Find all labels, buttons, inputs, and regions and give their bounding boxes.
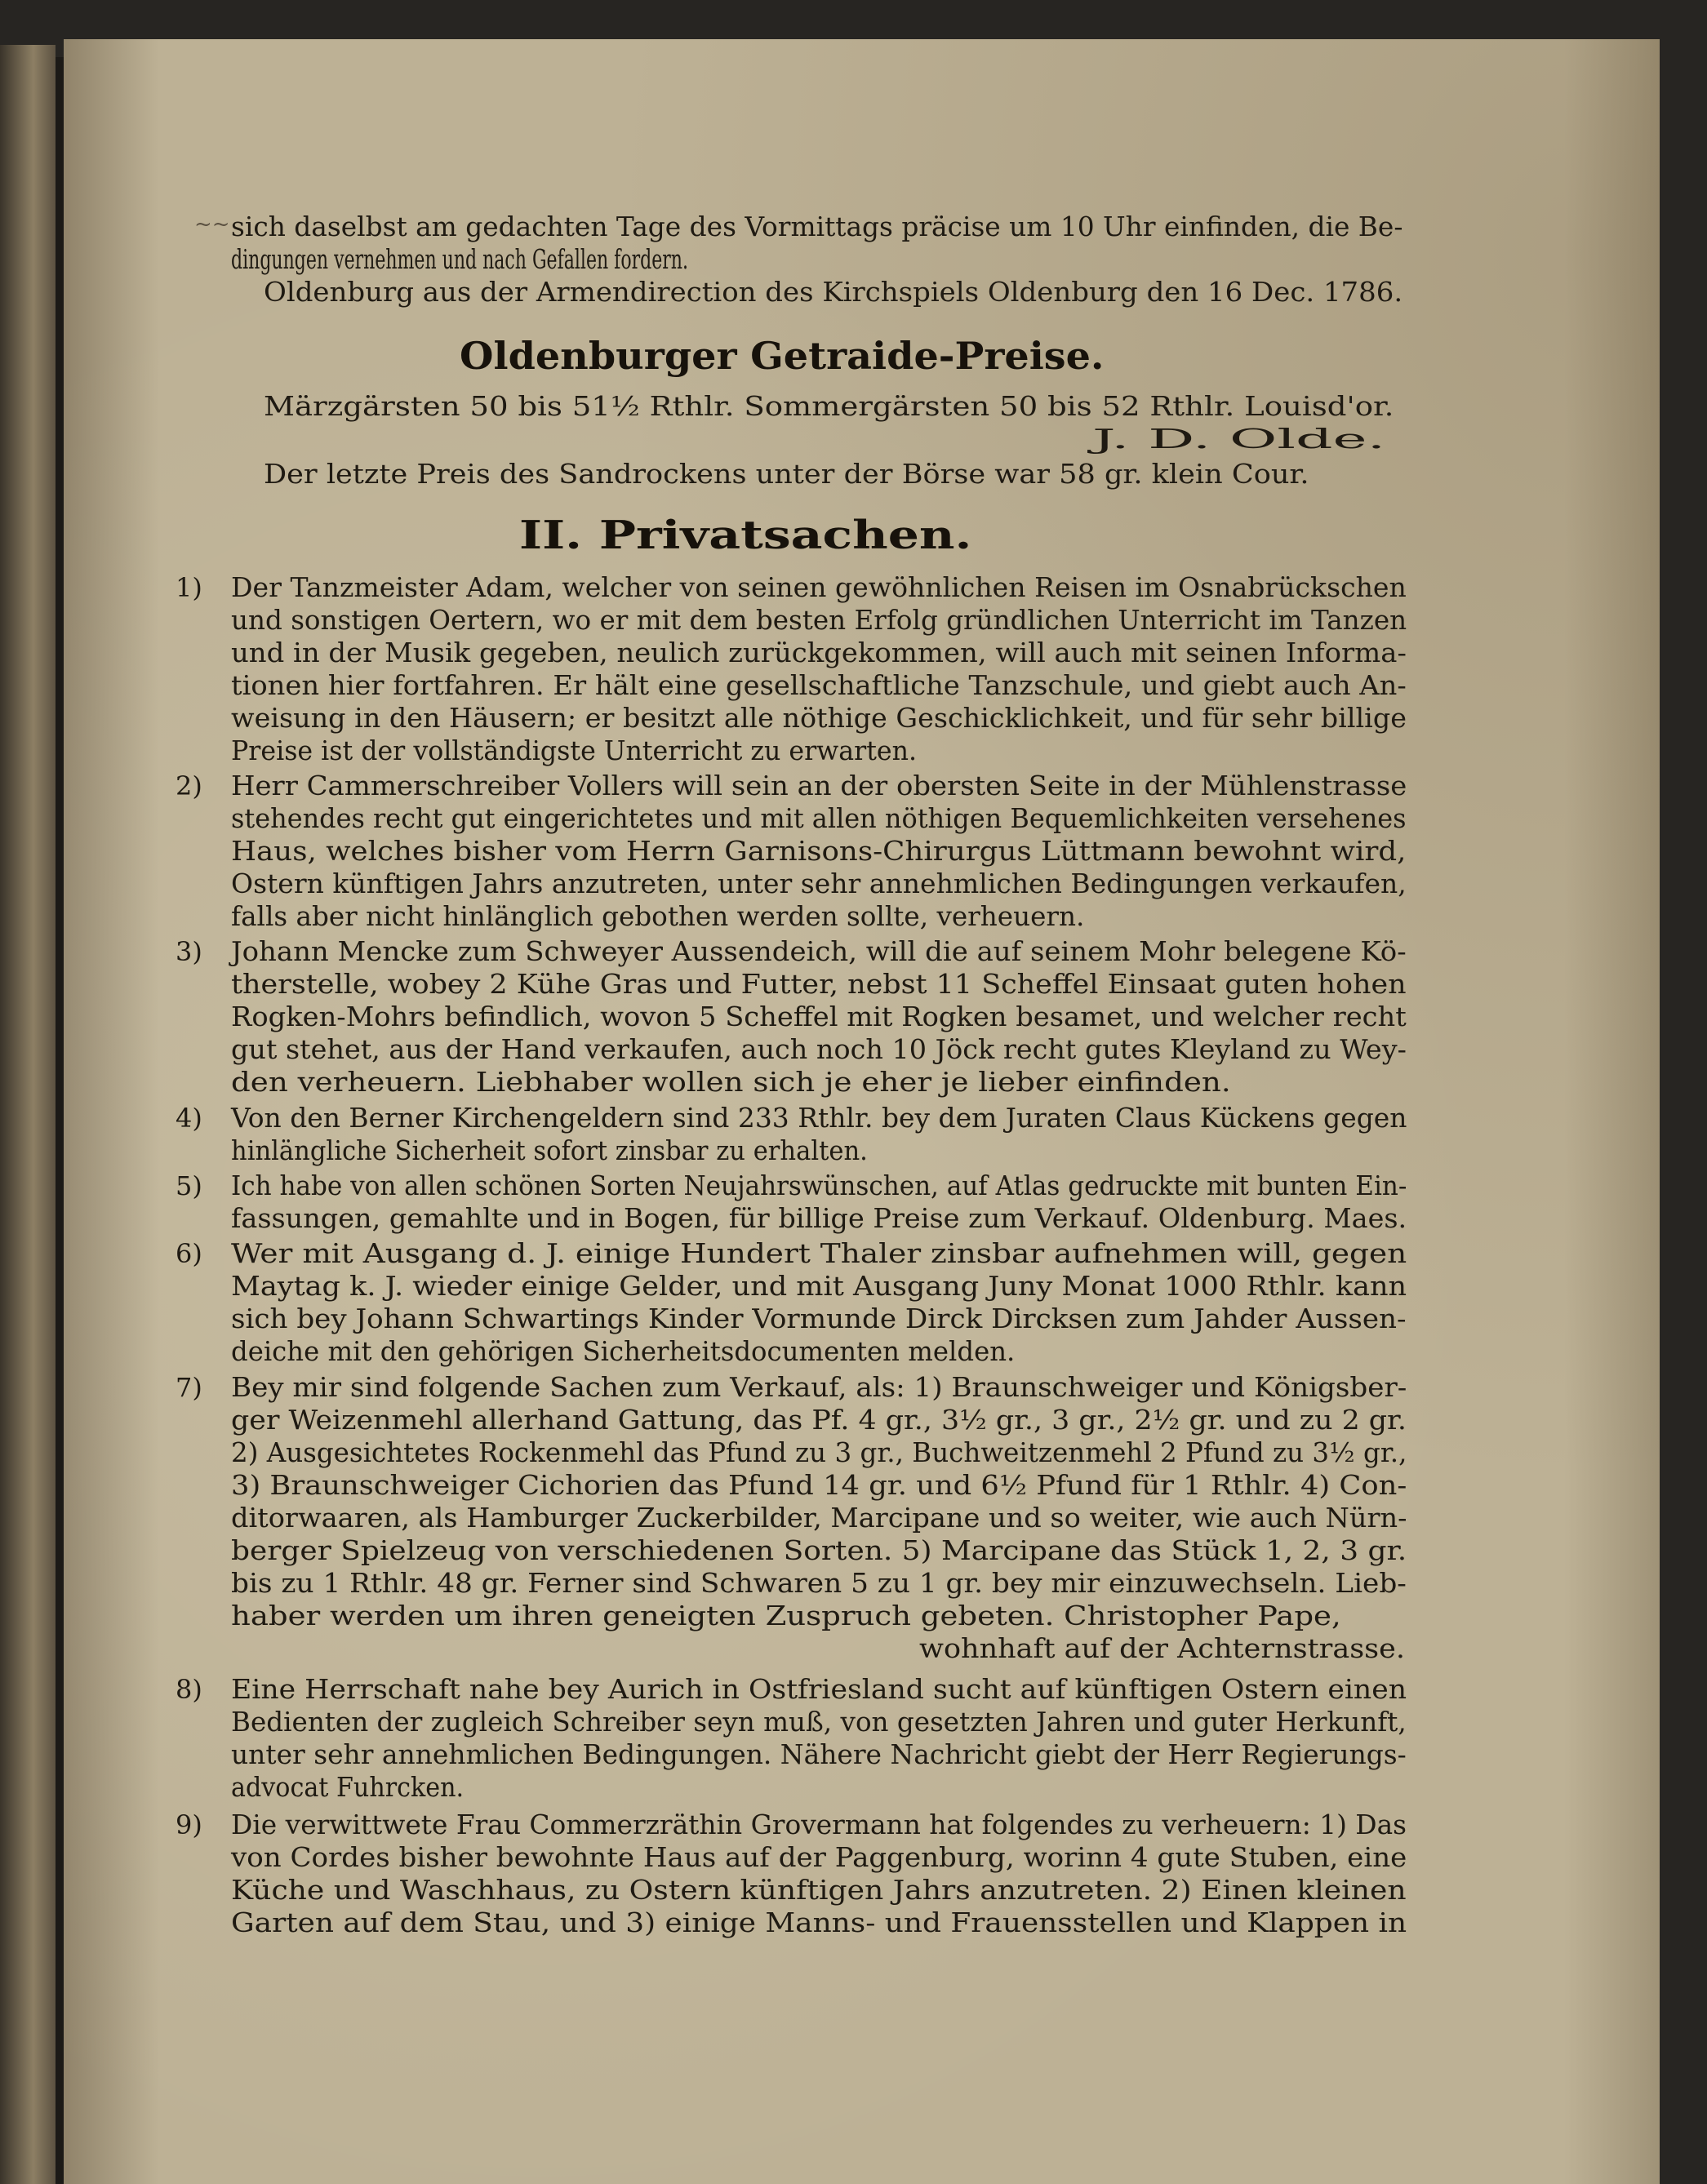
item-3-number: 3) <box>176 936 202 967</box>
item-1-line-4: tionen hier fortfahren. Er hält eine gesellschaftliche Tanzschule, und giebt auch An- <box>231 669 1407 701</box>
item-8-line-1: Eine Herrschaft nahe bey Aurich in Ostfriesland sucht auf künftigen Ostern einen <box>231 1673 1407 1705</box>
item-6-number: 6) <box>176 1238 202 1269</box>
item-1-line-2: und sonstigen Oertern, wo er mit dem besten Erfolg gründlichen Unterricht im Tanzen <box>231 604 1407 636</box>
item-2-line-2: stehendes recht gut eingerichtetes und mit allen nöthigen Bequemlichkeiten versehenes <box>231 802 1407 834</box>
item-6-line-4: deiche mit den gehörigen Sicherheitsdocumenten melden. <box>231 1335 1016 1367</box>
item-7-line-9: wohnhaft auf der Achternstrasse. <box>919 1632 1405 1664</box>
item-3-line-1: Johann Mencke zum Schweyer Aussendeich, will die auf seinem Mohr belegene Kö- <box>231 935 1407 967</box>
item-2-line-4: Ostern künftigen Jahrs anzutreten, unter sehr annehmlichen Bedingungen verkaufen, <box>231 868 1407 899</box>
item-9-line-3: Küche und Waschhaus, zu Ostern künftigen Jahrs anzutreten. 2) Einen kleinen <box>231 1874 1407 1906</box>
item-7-line-6: berger Spielzeug von verschiedenen Sorten. 5) Marcipane das Stück 1, 2, 3 gr. <box>231 1534 1407 1566</box>
item-6-line-2: Maytag k. J. wieder einige Gelder, und mit Ausgang Juny Monat 1000 Rthlr. kann <box>231 1270 1407 1302</box>
item-9-line-4: Garten auf dem Stau, und 3) einige Manns- und Frauensstellen und Klappen in <box>231 1907 1407 1938</box>
section-heading: II. Privatsachen. <box>519 513 972 558</box>
item-6-line-1: Wer mit Ausgang d. J. einige Hundert Thaler zinsbar aufnehmen will, gegen <box>231 1237 1407 1269</box>
item-5-line-1: Ich habe von allen schönen Sorten Neujahrswünschen, auf Atlas gedruckte mit bunten Ein- <box>231 1170 1407 1201</box>
item-8-number: 8) <box>176 1674 202 1705</box>
item-3-line-2: therstelle, wobey 2 Kühe Gras und Futter, nebst 11 Scheffel Einsaat guten hohen <box>231 968 1407 1000</box>
item-8-line-4: advocat Fuhrcken. <box>231 1771 465 1803</box>
intro-line-2: dingungen vernehmen und nach Gefallen fordern. <box>231 243 688 275</box>
item-7-line-3: 2) Ausgesichtetes Rockenmehl das Pfund zu 3 gr., Buchweitzenmehl 2 Pfund zu 3½ gr., <box>231 1436 1407 1468</box>
item-4-line-1: Von den Berner Kirchengeldern sind 233 Rthlr. bey dem Juraten Claus Kückens gegen <box>231 1102 1407 1134</box>
margin-mark: ~~ <box>194 212 230 237</box>
book-gutter <box>56 57 64 2184</box>
item-7-line-7: bis zu 1 Rthlr. 48 gr. Ferner sind Schwaren 5 zu 1 gr. bey mir einzuwechseln. Lieb- <box>231 1567 1407 1599</box>
item-8-line-3: unter sehr annehmlichen Bedingungen. Nähere Nachricht giebt der Herr Regierungs- <box>231 1738 1407 1770</box>
left-page-edge <box>0 45 56 2184</box>
item-6-line-3: sich bey Johann Schwartings Kinder Vormunde Dirck Dircksen zum Jahder Aussen- <box>231 1303 1407 1334</box>
item-4-line-2: hinlängliche Sicherheit sofort zinsbar zu erhalten. <box>231 1134 868 1166</box>
item-1-line-5: weisung in den Häusern; er besitzt alle nöthige Geschicklichkeit, und für sehr billige <box>231 702 1407 734</box>
item-7-line-5: ditorwaaren, als Hamburger Zuckerbilder, Marcipane und so weiter, wie auch Nürn- <box>231 1502 1407 1534</box>
grain-line-3: Der letzte Preis des Sandrockens unter der Börse war 58 gr. klein Cour. <box>264 458 1309 490</box>
item-7-line-2: ger Weizenmehl allerhand Gattung, das Pf. 4 gr., 3½ gr., 3 gr., 2½ gr. und zu 2 gr. <box>231 1404 1407 1436</box>
item-8-line-2: Bedienten der zugleich Schreiber seyn muß, von gesetzten Jahren und guter Herkunft, <box>231 1706 1407 1738</box>
intro-line-3: Oldenburg aus der Armendirection des Kirchspiels Oldenburg den 16 Dec. 1786. <box>264 276 1403 308</box>
item-4-number: 4) <box>176 1103 202 1134</box>
item-5-line-2: fassungen, gemahlte und in Bogen, für billige Preise zum Verkauf. Oldenburg. Maes. <box>231 1202 1407 1234</box>
document-page <box>64 39 1660 2184</box>
intro-line-1: sich daselbst am gedachten Tage des Vormittags präcise um 10 Uhr einfinden, die Be- <box>231 211 1403 242</box>
item-9-line-2: von Cordes bisher bewohnte Haus auf der Paggenburg, worinn 4 gute Stuben, eine <box>231 1841 1407 1873</box>
item-9-line-1: Die verwittwete Frau Commerzräthin Grovermann hat folgendes zu verheuern: 1) Das <box>231 1809 1407 1840</box>
item-2-number: 2) <box>176 770 202 801</box>
grain-line-2: J. D. Olde. <box>1092 423 1386 455</box>
item-2-line-5: falls aber nicht hinlänglich gebothen werden sollte, verheuern. <box>231 900 1085 932</box>
item-2-line-3: Haus, welches bisher vom Herrn Garnisons-Chirurgus Lüttmann bewohnt wird, <box>231 835 1407 867</box>
item-3-line-5: den verheuern. Liebhaber wollen sich je eher je lieber einfinden. <box>231 1066 1231 1098</box>
item-1-line-6: Preise ist der vollständigste Unterricht zu erwarten. <box>231 735 918 766</box>
item-3-line-3: Rogken-Mohrs befindlich, wovon 5 Scheffel mit Rogken besamet, und welcher recht <box>231 1001 1407 1032</box>
item-7-line-8: haber werden um ihren geneigten Zuspruch gebeten. Christopher Pape, <box>231 1600 1341 1631</box>
item-2-line-1: Herr Cammerschreiber Vollers will sein an der obersten Seite in der Mühlenstrasse <box>231 770 1407 801</box>
item-5-number: 5) <box>176 1170 202 1201</box>
item-7-line-4: 3) Braunschweiger Cichorien das Pfund 14 gr. und 6½ Pfund für 1 Rthlr. 4) Con- <box>231 1469 1407 1501</box>
item-1-line-3: und in der Musik gegeben, neulich zurückgekommen, will auch mit seinen Informa- <box>231 637 1407 668</box>
grain-line-1: Märzgärsten 50 bis 51½ Rthlr. Sommergärsten 50 bis 52 Rthlr. Louisd'or. <box>264 390 1394 422</box>
grain-heading: Oldenburger Getraide-Preise. <box>460 334 1105 378</box>
item-7-line-1: Bey mir sind folgende Sachen zum Verkauf, als: 1) Braunschweiger und Königsber- <box>231 1371 1407 1403</box>
item-3-line-4: gut stehet, aus der Hand verkaufen, auch noch 10 Jöck recht gutes Kleyland zu Wey- <box>231 1033 1407 1065</box>
item-7-number: 7) <box>176 1372 202 1403</box>
item-1-number: 1) <box>176 572 202 603</box>
item-1-line-1: Der Tanzmeister Adam, welcher von seinen gewöhnlichen Reisen im Osnabrückschen <box>231 571 1407 603</box>
item-9-number: 9) <box>176 1809 202 1840</box>
